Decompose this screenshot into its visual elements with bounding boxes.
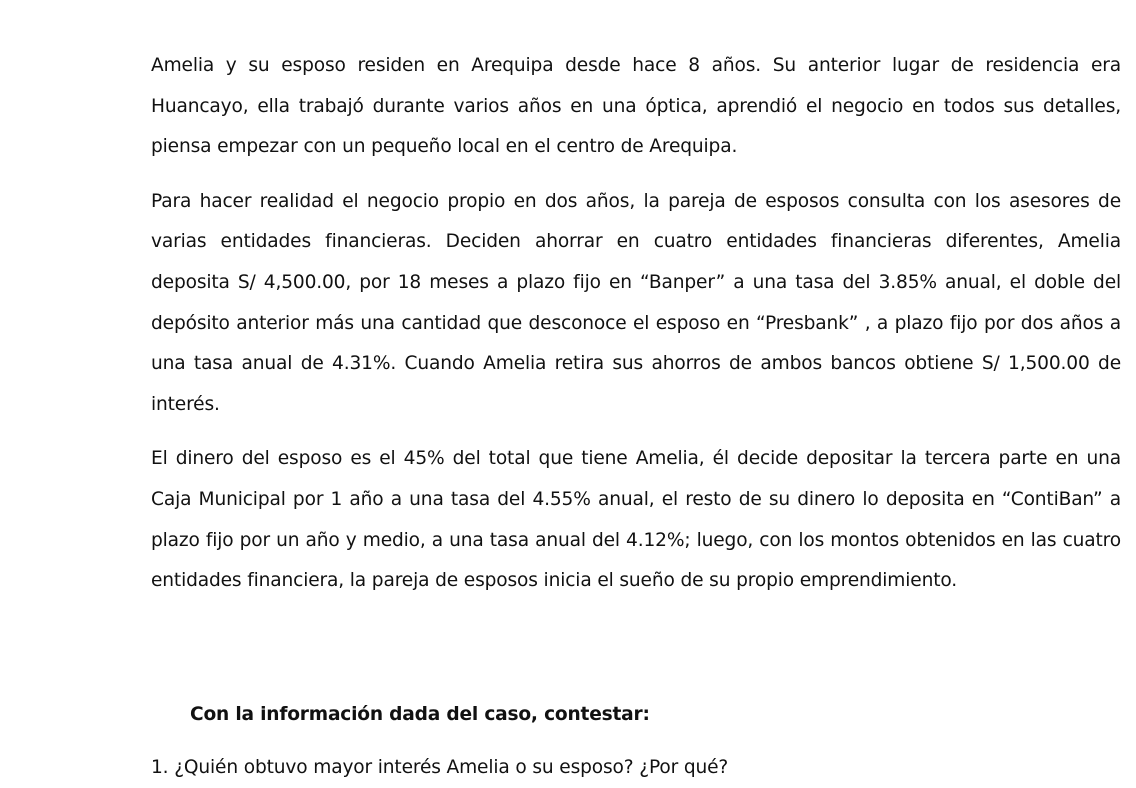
document-page: [151, 46, 1121, 778]
questions-heading: Con la información dada del caso, contestar:: [190, 704, 650, 725]
paragraph-background: Amelia y su esposo residen en Arequipa desde hace 8 años. Su anterior lugar de residencia era Huancayo, ella trabajó durante varios años en una óptica, aprendió el negocio en todos sus detalles, piensa empezar con un pequeño local en el centro de Arequipa.: [151, 55, 1121, 158]
paragraph-amelia-deposits: Para hacer realidad el negocio propio en dos años, la pareja de esposos consulta con los asesores de varias entidades financieras. Deciden ahorrar en cuatro entidades financieras diferentes, Amelia deposita S/ 4,500.00, por 18 meses a plazo fijo en “Banper” a una tasa del 3.85% anual, el doble del depósito anterior más una cantidad que desconoce el esposo en “Presbank” , a plazo fijo por dos años a una tasa anual de 4.31%. Cuando Amelia retira sus ahorros de ambos bancos obtiene S/ 1,500.00 de interés.: [151, 190, 1121, 415]
question-item: 1. ¿Quién obtuvo mayor interés Amelia o su esposo? ¿Por qué?: [151, 757, 729, 778]
paragraph-husband-deposits: El dinero del esposo es el 45% del total que tiene Amelia, él decide depositar la tercera parte en una Caja Municipal por 1 año a una tasa del 4.55% anual, el resto de su dinero lo deposita en “ContiBan” a plazo fijo por un año y medio, a una tasa anual del 4.12%; luego, con los montos obtenidos en las cuatro entidades financiera, la pareja de esposos inicia el sueño de su propio emprendimiento.: [151, 448, 1121, 592]
